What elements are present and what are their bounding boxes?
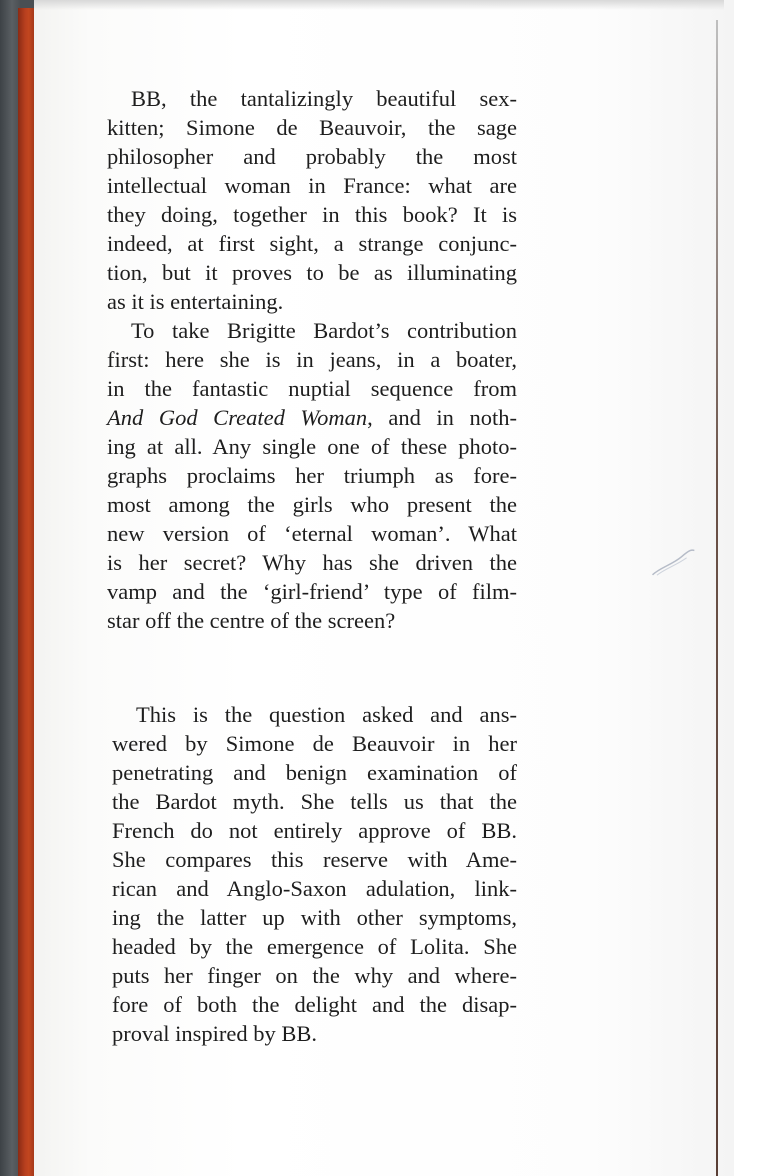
text-line: She compares this reserve with Ame- — [112, 847, 517, 872]
text-line: French do not entirely approve of BB. — [112, 818, 517, 843]
text-line: most among the girls who present the — [107, 492, 517, 517]
text-line: indeed, at first sight, a strange conjunc- — [107, 231, 517, 256]
text-line: graphs proclaims her triumph as fore- — [107, 463, 517, 488]
text-line: penetrating and benign examination of — [112, 760, 517, 785]
right-margin — [734, 0, 784, 1176]
text-line: first: here she is in jeans, in a boater, — [107, 347, 517, 372]
text-block-lower — [112, 700, 517, 1048]
background-left — [0, 0, 20, 1176]
text-line: kitten; Simone de Beauvoir, the sage — [107, 115, 517, 140]
text-line: rican and Anglo-Saxon adulation, link- — [112, 876, 517, 901]
text-line: star off the centre of the screen? — [107, 608, 396, 633]
text-line: as it is entertaining. — [107, 289, 284, 314]
title-suffix: , and in noth- — [367, 405, 517, 430]
text-line: tion, but it proves to be as illuminating — [107, 260, 517, 285]
page-top-shadow — [34, 0, 724, 10]
text-line: wered by Simone de Beauvoir in her — [112, 731, 517, 756]
text-line: ing the latter up with other symptoms, — [112, 905, 517, 930]
text-line: the Bardot myth. She tells us that the — [112, 789, 517, 814]
text-line: fore of both the delight and the disap- — [112, 992, 517, 1017]
text-line: BB, the tantalizingly beautiful sex- — [131, 86, 517, 111]
paragraph-1 — [107, 84, 517, 316]
text-line: they doing, together in this book? It is — [107, 202, 517, 227]
paragraph-3 — [112, 700, 517, 1048]
page-fold-line — [716, 20, 718, 1176]
paragraph-2 — [107, 316, 517, 635]
text-line: intellectual woman in France: what are — [107, 173, 517, 198]
text-line: To take Brigitte Bardot’s contribution — [131, 318, 517, 343]
text-line: philosopher and probably the most — [107, 144, 517, 169]
film-title: And God Created Woman — [107, 405, 368, 430]
text-line: in the fantastic nuptial sequence from — [107, 376, 517, 401]
text-line: headed by the emergence of Lolita. She — [112, 934, 517, 959]
text-line-italic-title — [107, 403, 517, 432]
text-line: proval inspired by BB. — [112, 1021, 317, 1046]
text-block-upper — [107, 84, 517, 635]
text-line: is her secret? Why has she driven the — [107, 550, 517, 575]
text-line: puts her finger on the why and where- — [112, 963, 517, 988]
text-line: This is the question asked and ans- — [136, 702, 517, 727]
text-line: vamp and the ‘girl-friend’ type of film- — [107, 579, 517, 604]
text-line: new version of ‘eternal woman’. What — [107, 521, 517, 546]
text-line: ing at all. Any single one of these photo- — [107, 434, 517, 459]
